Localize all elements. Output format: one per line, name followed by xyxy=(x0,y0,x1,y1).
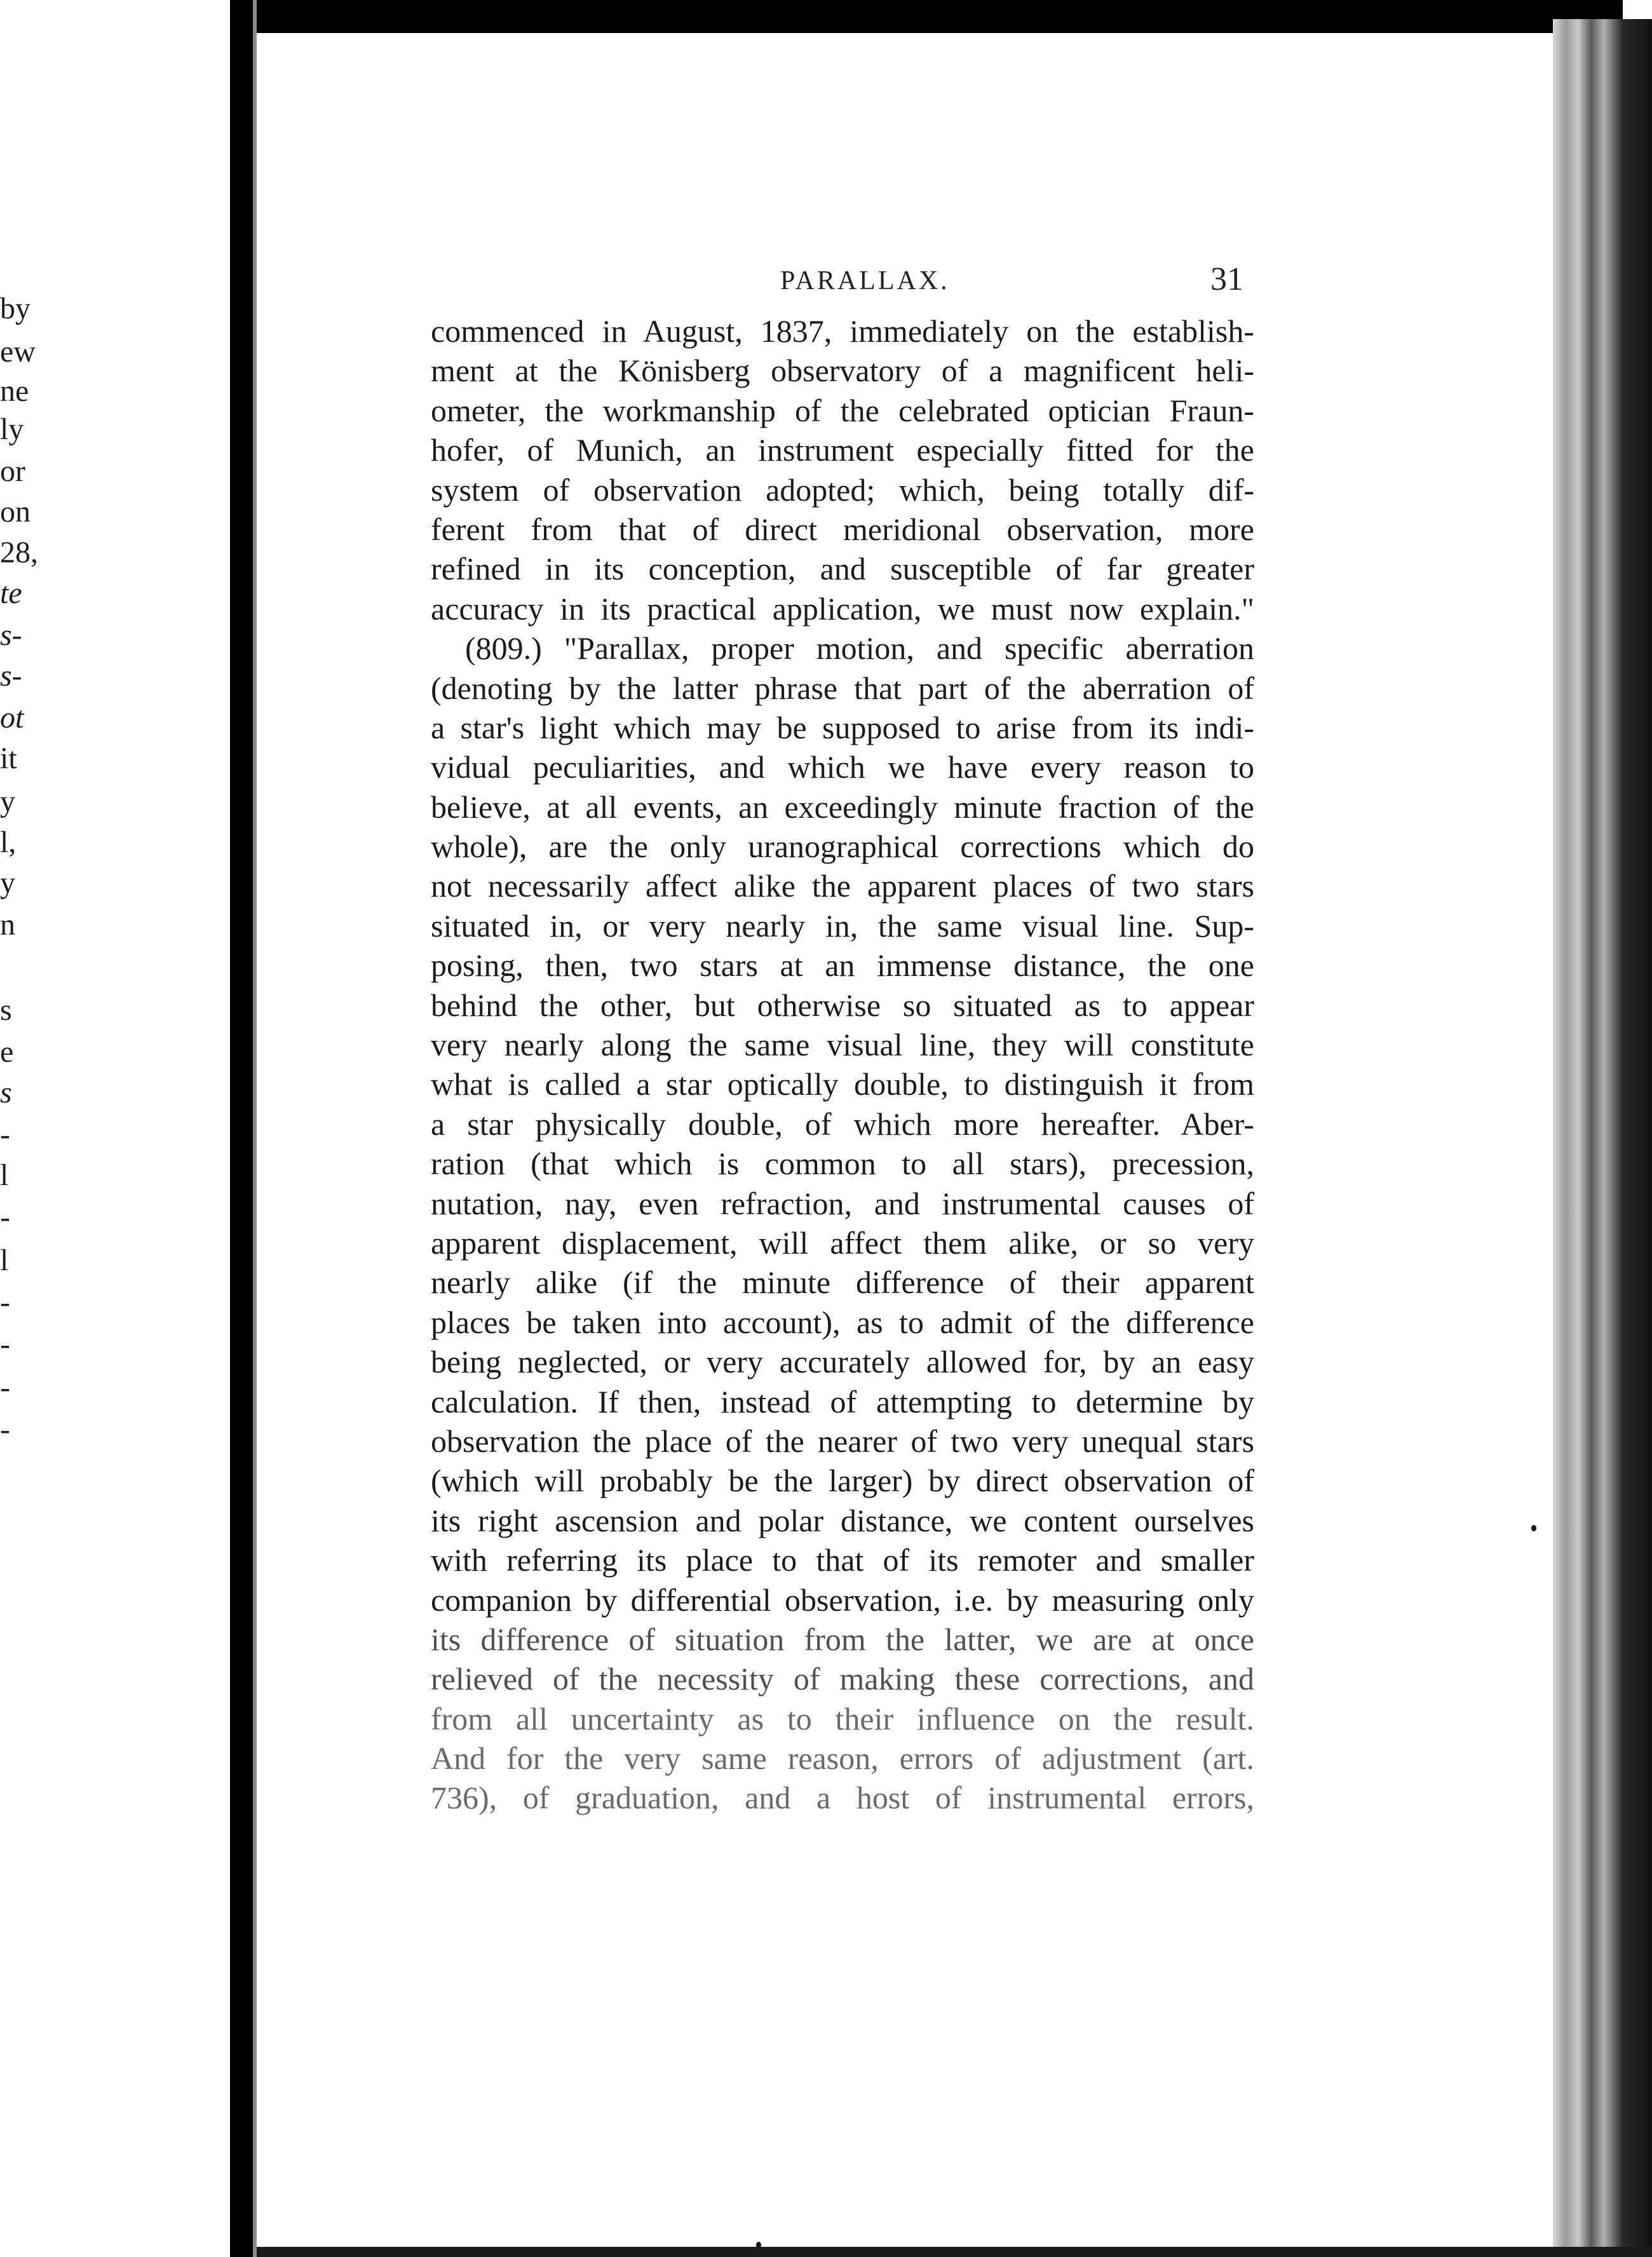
scan-speck xyxy=(1531,1525,1536,1531)
facing-page-fragment: on xyxy=(0,495,30,529)
facing-page-fragment: s xyxy=(0,993,12,1027)
facing-page-fragment: l xyxy=(0,1158,9,1192)
text-line: vidual peculiarities, and which we have every reason to xyxy=(431,749,1254,785)
text-line: behind the other, but otherwise so situated as to appear xyxy=(431,987,1254,1023)
facing-page-fragment: 28, xyxy=(0,536,38,569)
text-line: hofer, of Munich, an instrument especially fitted for the xyxy=(431,432,1254,468)
facing-page-fragment: - xyxy=(0,1371,10,1404)
body-text xyxy=(431,311,1254,1818)
text-line: being neglected, or very accurately allowed for, by an easy xyxy=(431,1344,1254,1380)
text-line: with referring its place to that of its remoter and smaller xyxy=(431,1542,1254,1578)
text-line: its difference of situation from the latter, we are at once xyxy=(431,1621,1254,1657)
text-line: ometer, the workmanship of the celebrated optician Fraun- xyxy=(431,392,1254,428)
book-gutter xyxy=(230,0,253,2257)
text-line: not necessarily affect alike the apparent places of two stars xyxy=(431,868,1254,904)
text-line: nearly alike (if the minute difference of their apparent xyxy=(431,1264,1254,1301)
text-line: relieved of the necessity of making these corrections, and xyxy=(431,1661,1254,1697)
page-number: 31 xyxy=(1210,261,1243,297)
text-line: places be taken into account), as to admit of the difference xyxy=(431,1304,1254,1340)
text-line: apparent displacement, will affect them alike, or so very xyxy=(431,1224,1254,1261)
facing-page-fragment: - xyxy=(0,1413,10,1446)
text-line: And for the very same reason, errors of adjustment (art. xyxy=(431,1740,1254,1777)
page-stack-edge xyxy=(1553,19,1652,2257)
scan-top-border xyxy=(257,0,1623,33)
text-line: (809.) "Parallax, proper motion, and specific aberration xyxy=(465,630,1254,667)
text-line: ment at the Könisberg observatory of a magnificent heli- xyxy=(431,353,1254,389)
facing-page-fragment: l xyxy=(0,1244,9,1277)
facing-page-fragment: e xyxy=(0,1035,14,1069)
facing-page-fragment: n xyxy=(0,908,15,942)
facing-page-fragment: - xyxy=(0,1327,10,1361)
text-line: observation the place of the nearer of two very unequal stars xyxy=(431,1423,1254,1459)
facing-page xyxy=(0,0,230,2257)
scan-bottom-border xyxy=(257,2247,1652,2257)
text-line: refined in its conception, and susceptible of far greater xyxy=(431,551,1254,587)
facing-page-fragment: - xyxy=(0,1118,10,1151)
facing-page-fragment: ne xyxy=(0,374,29,408)
facing-page-fragment: s- xyxy=(0,618,22,652)
text-line: 736), of graduation, and a host of instrumental errors, xyxy=(431,1780,1254,1816)
facing-page-fragment: ew xyxy=(0,335,36,369)
facing-page-fragment: s xyxy=(0,1076,12,1109)
text-line: its right ascension and polar distance, we content ourselves xyxy=(431,1502,1254,1538)
facing-page-fragment: it xyxy=(0,742,17,775)
text-line: a star's light which may be supposed to arise from its indi- xyxy=(431,709,1254,745)
text-line: accuracy in its practical application, we must now explain." xyxy=(431,590,1254,627)
facing-page-fragment: by xyxy=(0,292,30,325)
facing-page-fragment: y xyxy=(0,866,15,900)
text-line: what is called a star optically double, to distinguish it from xyxy=(431,1066,1254,1102)
facing-page-fragment: l, xyxy=(0,825,17,859)
text-line: companion by differential observation, i.e. by measuring only xyxy=(431,1582,1254,1618)
facing-page-fragment: or xyxy=(0,454,25,488)
text-line: calculation. If then, instead of attempting to determine by xyxy=(431,1383,1254,1420)
running-title: PARALLAX. xyxy=(780,266,950,295)
text-line: nutation, nay, even refraction, and instrumental causes of xyxy=(431,1185,1254,1221)
facing-page-fragment: ly xyxy=(0,412,24,446)
text-line: whole), are the only uranographical corrections which do xyxy=(431,829,1254,865)
facing-page-fragment: ot xyxy=(0,701,24,735)
text-line: (which will probably be the larger) by direct observation of xyxy=(431,1463,1254,1499)
text-line: ferent from that of direct meridional observation, more xyxy=(431,511,1254,547)
text-line: situated in, or very nearly in, the same visual line. Sup- xyxy=(431,907,1254,944)
text-line: posing, then, two stars at an immense distance, the one xyxy=(431,947,1254,984)
text-line: system of observation adopted; which, being totally dif- xyxy=(431,471,1254,508)
facing-page-fragment: - xyxy=(0,1285,10,1319)
facing-page-fragment: y xyxy=(0,785,15,818)
text-line: from all uncertainty as to their influence on the result. xyxy=(431,1700,1254,1737)
text-line: believe, at all events, an exceedingly minute fraction of the xyxy=(431,789,1254,825)
text-line: ration (that which is common to all stars), precession, xyxy=(431,1146,1254,1182)
facing-page-fragment: s- xyxy=(0,659,22,693)
text-line: (denoting by the latter phrase that part of the aberration of xyxy=(431,670,1254,706)
text-line: a star physically double, of which more hereafter. Aber- xyxy=(431,1106,1254,1142)
facing-page-text-edge xyxy=(0,0,230,2257)
facing-page-fragment: - xyxy=(0,1200,10,1234)
text-line: very nearly along the same visual line, they will constitute xyxy=(431,1027,1254,1063)
scan-speck xyxy=(756,2242,761,2248)
text-line: commenced in August, 1837, immediately on the establish- xyxy=(431,313,1254,349)
facing-page-fragment: te xyxy=(0,576,22,610)
